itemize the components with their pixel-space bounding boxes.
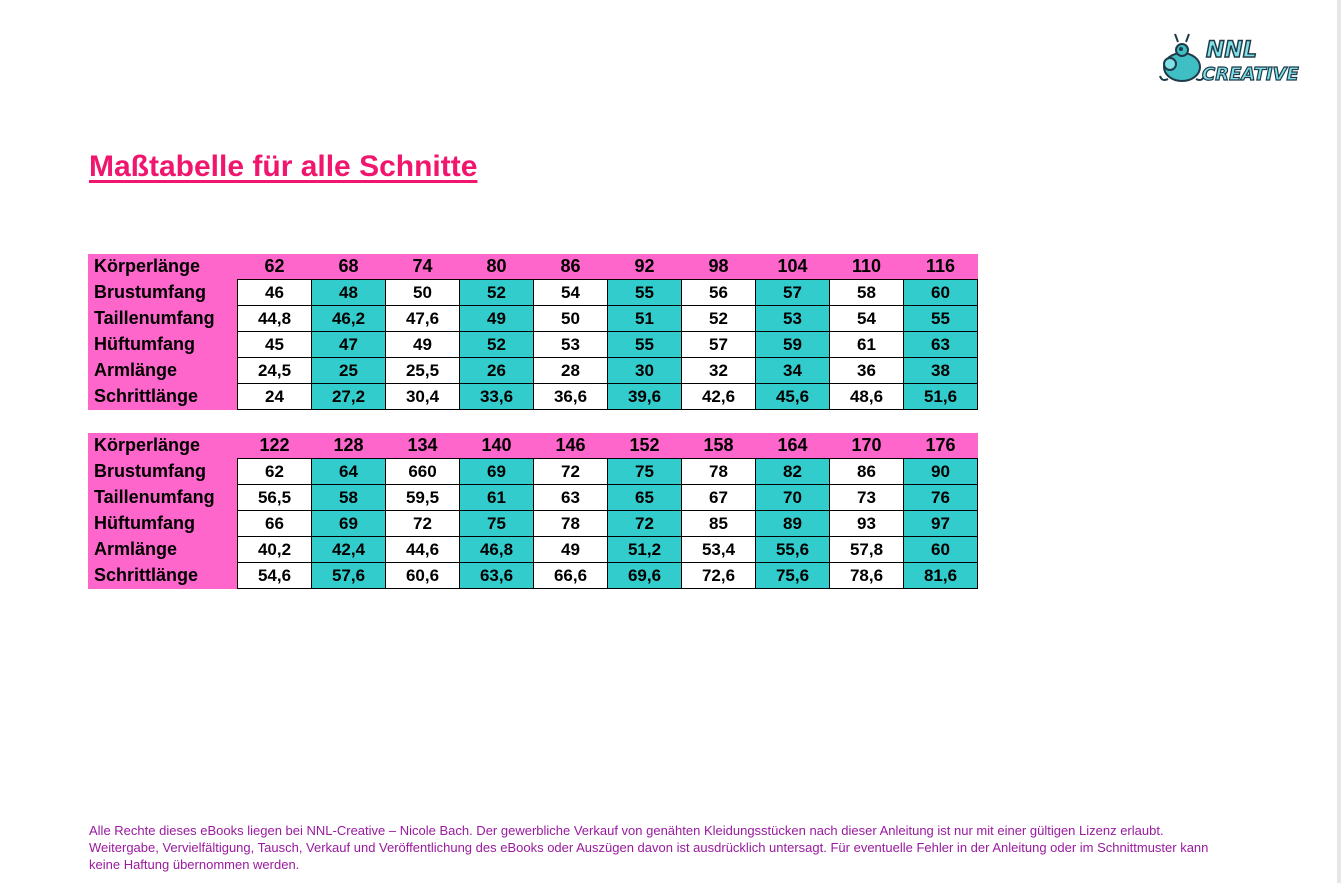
table-cell: 49 — [534, 537, 608, 563]
table-cell: 42,4 — [312, 537, 386, 563]
table-row — [88, 563, 978, 589]
table-cell: 55 — [904, 306, 978, 332]
table-cell: 97 — [904, 511, 978, 537]
table-cell: 57,6 — [312, 563, 386, 589]
table-row — [88, 306, 978, 332]
table-cell: 78,6 — [830, 563, 904, 589]
row-label: Armlänge — [88, 537, 238, 563]
table-cell: 72,6 — [682, 563, 756, 589]
row-label: Brustumfang — [88, 459, 238, 485]
table-cell: 28 — [534, 358, 608, 384]
table-cell: 69 — [460, 459, 534, 485]
table-cell: 26 — [460, 358, 534, 384]
size-header: 128 — [312, 433, 386, 459]
table-cell: 45,6 — [756, 384, 830, 410]
row-label: Taillenumfang — [88, 306, 238, 332]
table-cell: 62 — [238, 459, 312, 485]
row-label: Körperlänge — [88, 254, 238, 280]
row-label: Hüftumfang — [88, 511, 238, 537]
table-cell: 93 — [830, 511, 904, 537]
size-header: 86 — [534, 254, 608, 280]
size-table-2 — [88, 433, 978, 589]
table-cell: 89 — [756, 511, 830, 537]
table-cell: 59 — [756, 332, 830, 358]
table-cell: 25 — [312, 358, 386, 384]
table-cell: 33,6 — [460, 384, 534, 410]
table-cell: 40,2 — [238, 537, 312, 563]
size-header: 104 — [756, 254, 830, 280]
table-header-row — [88, 254, 978, 280]
table-cell: 76 — [904, 485, 978, 511]
table-cell: 51 — [608, 306, 682, 332]
table-cell: 42,6 — [682, 384, 756, 410]
table-cell: 51,2 — [608, 537, 682, 563]
table-cell: 49 — [386, 332, 460, 358]
size-header: 62 — [238, 254, 312, 280]
table-cell: 90 — [904, 459, 978, 485]
table-cell: 36 — [830, 358, 904, 384]
svg-text:NNL: NNL — [1206, 38, 1257, 63]
table-cell: 60,6 — [386, 563, 460, 589]
table-cell: 50 — [534, 306, 608, 332]
row-label: Körperlänge — [88, 433, 238, 459]
table-cell: 55 — [608, 332, 682, 358]
table-cell: 72 — [534, 459, 608, 485]
table-header-row — [88, 433, 978, 459]
table-cell: 34 — [756, 358, 830, 384]
size-header: 170 — [830, 433, 904, 459]
table-cell: 30 — [608, 358, 682, 384]
table-cell: 46,2 — [312, 306, 386, 332]
table-row — [88, 358, 978, 384]
table-cell: 47 — [312, 332, 386, 358]
table-cell: 54 — [534, 280, 608, 306]
svg-text:CREATIVE: CREATIVE — [1202, 64, 1299, 85]
table-cell: 55,6 — [756, 537, 830, 563]
table-cell: 54 — [830, 306, 904, 332]
table-cell: 57 — [756, 280, 830, 306]
table-cell: 66,6 — [534, 563, 608, 589]
table-row — [88, 537, 978, 563]
table-cell: 57,8 — [830, 537, 904, 563]
table-cell: 65 — [608, 485, 682, 511]
nnl-creative-logo — [1158, 30, 1299, 88]
row-label: Hüftumfang — [88, 332, 238, 358]
table-cell: 24,5 — [238, 358, 312, 384]
table-cell: 72 — [386, 511, 460, 537]
table-cell: 63,6 — [460, 563, 534, 589]
table-cell: 75,6 — [756, 563, 830, 589]
table-cell: 58 — [830, 280, 904, 306]
table-row — [88, 280, 978, 306]
table-cell: 36,6 — [534, 384, 608, 410]
table-cell: 47,6 — [386, 306, 460, 332]
table-cell: 66 — [238, 511, 312, 537]
table-cell: 69,6 — [608, 563, 682, 589]
table-cell: 73 — [830, 485, 904, 511]
row-label: Brustumfang — [88, 280, 238, 306]
table-cell: 63 — [534, 485, 608, 511]
table-cell: 56 — [682, 280, 756, 306]
table-cell: 53 — [756, 306, 830, 332]
table-cell: 78 — [682, 459, 756, 485]
table-row — [88, 485, 978, 511]
table-cell: 60 — [904, 537, 978, 563]
table-cell: 85 — [682, 511, 756, 537]
table-cell: 55 — [608, 280, 682, 306]
size-header: 158 — [682, 433, 756, 459]
row-label: Armlänge — [88, 358, 238, 384]
row-label: Taillenumfang — [88, 485, 238, 511]
table-cell: 75 — [460, 511, 534, 537]
table-cell: 49 — [460, 306, 534, 332]
table-cell: 75 — [608, 459, 682, 485]
size-header: 110 — [830, 254, 904, 280]
table-cell: 63 — [904, 332, 978, 358]
copyright-notice: Alle Rechte dieses eBooks liegen bei NNL-Creative – Nicole Bach. Der gewerbliche Verkauf von genähten Kleidungsstücken nach dieser Anleitung ist nur mit einer gültigen Lizenz erlaubt. Weitergabe, Vervielfältigung, Tausch, Verkauf und Veröffentlichung des eBooks oder Auszügen davon ist ausdrücklich untersagt. Für eventuelle Fehler in der Anleitung oder im Schnittmuster kann keine Haftung übernommen werden. — [89, 823, 1209, 872]
table-cell: 30,4 — [386, 384, 460, 410]
size-header: 140 — [460, 433, 534, 459]
table-cell: 46,8 — [460, 537, 534, 563]
table-cell: 53 — [534, 332, 608, 358]
row-label: Schrittlänge — [88, 384, 238, 410]
table-cell: 64 — [312, 459, 386, 485]
table-cell: 32 — [682, 358, 756, 384]
table-cell: 660 — [386, 459, 460, 485]
size-header: 116 — [904, 254, 978, 280]
table-cell: 52 — [460, 280, 534, 306]
size-header: 74 — [386, 254, 460, 280]
page-edge — [1337, 0, 1341, 883]
size-header: 176 — [904, 433, 978, 459]
table-row — [88, 459, 978, 485]
size-header: 152 — [608, 433, 682, 459]
table-cell: 58 — [312, 485, 386, 511]
table-row — [88, 511, 978, 537]
size-table-1 — [88, 254, 978, 410]
table-cell: 86 — [830, 459, 904, 485]
table-row — [88, 384, 978, 410]
size-header: 122 — [238, 433, 312, 459]
table-cell: 46 — [238, 280, 312, 306]
size-header: 80 — [460, 254, 534, 280]
table-cell: 25,5 — [386, 358, 460, 384]
table-cell: 81,6 — [904, 563, 978, 589]
table-cell: 69 — [312, 511, 386, 537]
row-label: Schrittlänge — [88, 563, 238, 589]
table-cell: 51,6 — [904, 384, 978, 410]
table-cell: 53,4 — [682, 537, 756, 563]
table-cell: 67 — [682, 485, 756, 511]
size-header: 92 — [608, 254, 682, 280]
table-cell: 78 — [534, 511, 608, 537]
size-header: 134 — [386, 433, 460, 459]
table-cell: 45 — [238, 332, 312, 358]
table-cell: 57 — [682, 332, 756, 358]
size-header: 146 — [534, 433, 608, 459]
table-cell: 59,5 — [386, 485, 460, 511]
table-cell: 72 — [608, 511, 682, 537]
table-cell: 38 — [904, 358, 978, 384]
table-cell: 44,6 — [386, 537, 460, 563]
table-cell: 82 — [756, 459, 830, 485]
crab-mascot-icon — [1160, 34, 1204, 81]
table-cell: 48,6 — [830, 384, 904, 410]
table-cell: 52 — [682, 306, 756, 332]
table-cell: 61 — [830, 332, 904, 358]
table-cell: 52 — [460, 332, 534, 358]
table-row — [88, 332, 978, 358]
table-cell: 70 — [756, 485, 830, 511]
table-cell: 60 — [904, 280, 978, 306]
size-header: 98 — [682, 254, 756, 280]
table-cell: 39,6 — [608, 384, 682, 410]
table-cell: 48 — [312, 280, 386, 306]
table-cell: 61 — [460, 485, 534, 511]
size-header: 68 — [312, 254, 386, 280]
table-cell: 44,8 — [238, 306, 312, 332]
table-cell: 56,5 — [238, 485, 312, 511]
table-cell: 27,2 — [312, 384, 386, 410]
table-cell: 50 — [386, 280, 460, 306]
table-cell: 54,6 — [238, 563, 312, 589]
page-title: Maßtabelle für alle Schnitte — [89, 150, 478, 183]
table-cell: 24 — [238, 384, 312, 410]
size-header: 164 — [756, 433, 830, 459]
